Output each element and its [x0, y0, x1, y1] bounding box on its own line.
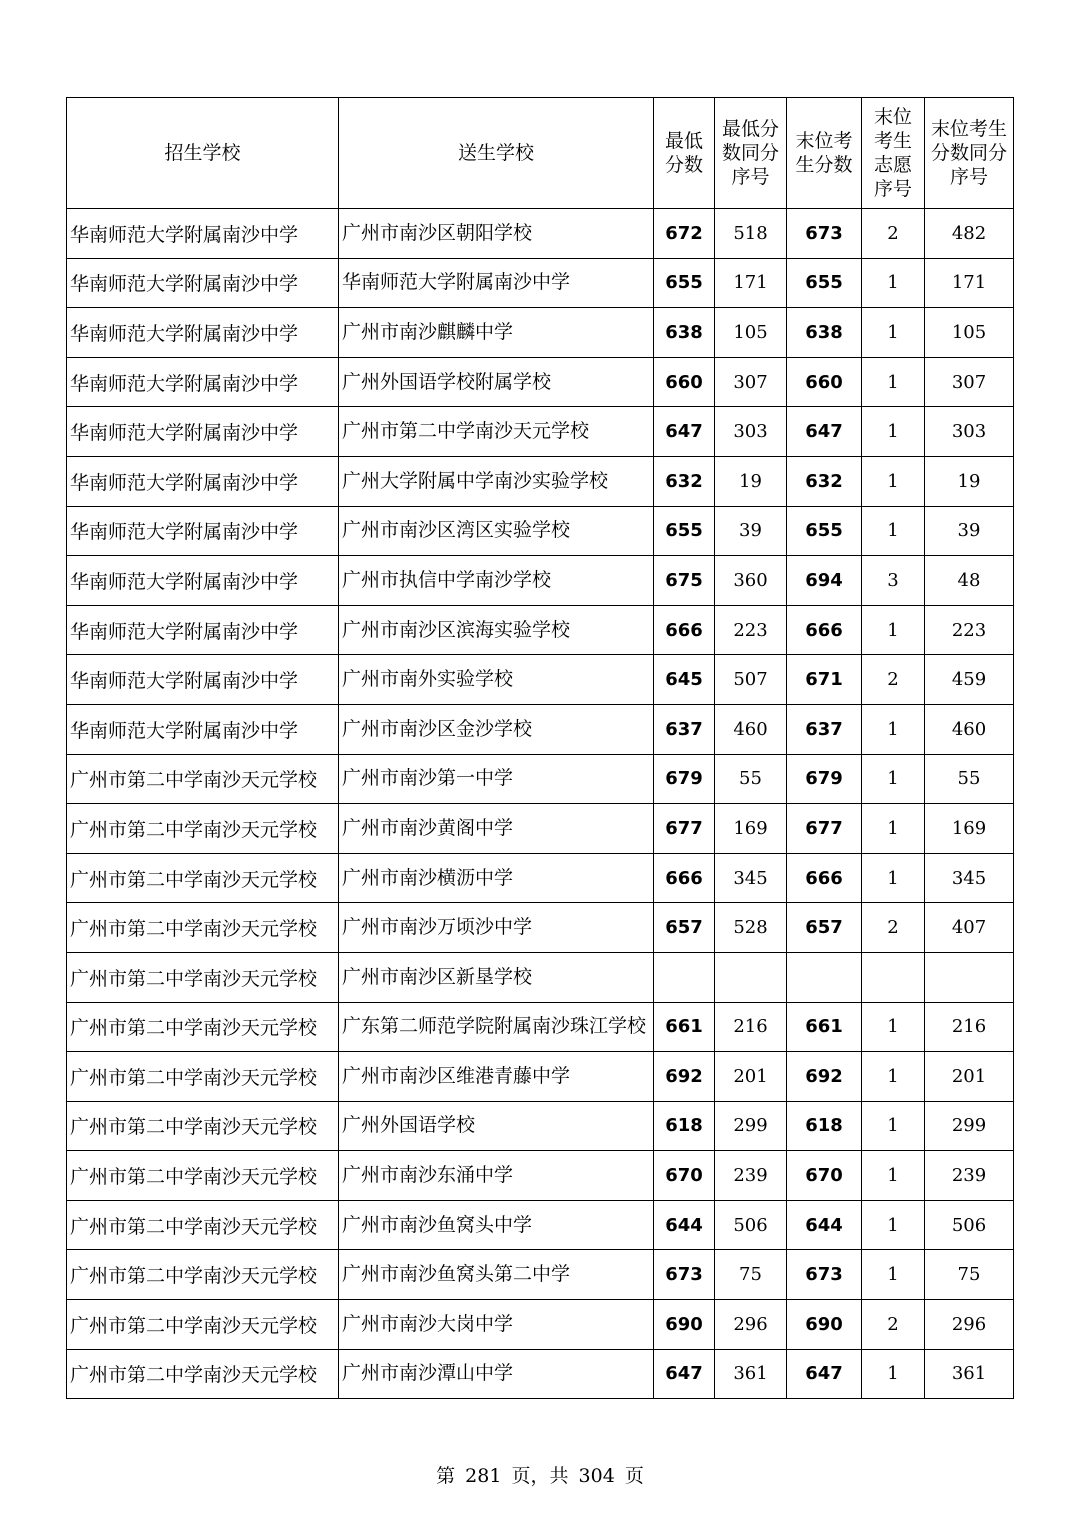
last-student-tie-rank-cell: 201 [925, 1052, 1014, 1102]
last-student-choice-rank-cell: 1 [862, 1151, 925, 1201]
min-score-cell: 647 [654, 407, 715, 457]
last-student-tie-rank-cell: 296 [925, 1300, 1014, 1350]
header-min-score-tie-rank: 最低分 数同分 序号 [715, 98, 787, 209]
enrolling-school-cell: 华南师范大学附属南沙中学 [67, 209, 339, 259]
last-student-choice-rank-cell: 1 [862, 1101, 925, 1151]
sending-school-cell: 广州大学附属中学南沙实验学校 [339, 456, 654, 506]
last-student-score-cell: 632 [787, 456, 862, 506]
enrolling-school-cell: 广州市第二中学南沙天元学校 [67, 1250, 339, 1300]
sending-school-cell: 广州市南沙黄阁中学 [339, 804, 654, 854]
last-student-choice-rank-cell: 2 [862, 903, 925, 953]
min-score-cell: 661 [654, 1002, 715, 1052]
last-student-choice-rank-cell: 2 [862, 1300, 925, 1350]
last-student-score-cell: 660 [787, 357, 862, 407]
table-row [67, 556, 1014, 606]
enrolling-school-cell: 华南师范大学附属南沙中学 [67, 407, 339, 457]
last-student-tie-rank-cell: 459 [925, 655, 1014, 705]
enrolling-school-cell: 华南师范大学附属南沙中学 [67, 308, 339, 358]
table-row [67, 903, 1014, 953]
min-score-cell: 675 [654, 556, 715, 606]
last-student-score-cell: 670 [787, 1151, 862, 1201]
header-enrolling-school: 招生学校 [67, 98, 339, 209]
sending-school-cell: 广州市南沙东涌中学 [339, 1151, 654, 1201]
sending-school-cell: 广东第二师范学院附属南沙珠江学校 [339, 1002, 654, 1052]
last-student-choice-rank-cell: 3 [862, 556, 925, 606]
min-score-tie-rank-cell: 460 [715, 704, 787, 754]
last-student-tie-rank-cell: 216 [925, 1002, 1014, 1052]
min-score-tie-rank-cell: 303 [715, 407, 787, 457]
sending-school-cell: 广州市第二中学南沙天元学校 [339, 407, 654, 457]
last-student-tie-rank-cell [925, 952, 1014, 1002]
table-row [67, 1300, 1014, 1350]
last-student-tie-rank-cell: 506 [925, 1200, 1014, 1250]
header-sending-school: 送生学校 [339, 98, 654, 209]
last-student-score-cell: 673 [787, 209, 862, 259]
min-score-tie-rank-cell: 361 [715, 1349, 787, 1399]
enrolling-school-cell: 华南师范大学附属南沙中学 [67, 506, 339, 556]
table-row [67, 1002, 1014, 1052]
min-score-tie-rank-cell: 169 [715, 804, 787, 854]
min-score-cell: 657 [654, 903, 715, 953]
table-header-row [67, 98, 1014, 209]
last-student-score-cell: 671 [787, 655, 862, 705]
enrolling-school-cell: 华南师范大学附属南沙中学 [67, 357, 339, 407]
min-score-tie-rank-cell: 239 [715, 1151, 787, 1201]
last-student-score-cell: 618 [787, 1101, 862, 1151]
min-score-cell: 638 [654, 308, 715, 358]
last-student-choice-rank-cell: 1 [862, 357, 925, 407]
last-student-choice-rank-cell: 1 [862, 605, 925, 655]
sending-school-cell: 广州市南沙潭山中学 [339, 1349, 654, 1399]
enrolling-school-cell: 广州市第二中学南沙天元学校 [67, 1151, 339, 1201]
min-score-tie-rank-cell: 75 [715, 1250, 787, 1300]
min-score-tie-rank-cell: 307 [715, 357, 787, 407]
enrolling-school-cell: 广州市第二中学南沙天元学校 [67, 952, 339, 1002]
table-row [67, 308, 1014, 358]
min-score-tie-rank-cell: 518 [715, 209, 787, 259]
min-score-tie-rank-cell: 345 [715, 853, 787, 903]
sending-school-cell: 广州市南沙第一中学 [339, 754, 654, 804]
table-row [67, 1151, 1014, 1201]
last-student-tie-rank-cell: 407 [925, 903, 1014, 953]
min-score-cell: 690 [654, 1300, 715, 1350]
enrolling-school-cell: 华南师范大学附属南沙中学 [67, 655, 339, 705]
min-score-tie-rank-cell: 507 [715, 655, 787, 705]
enrolling-school-cell: 华南师范大学附属南沙中学 [67, 704, 339, 754]
last-student-score-cell: 666 [787, 853, 862, 903]
last-student-score-cell: 666 [787, 605, 862, 655]
min-score-tie-rank-cell: 506 [715, 1200, 787, 1250]
last-student-score-cell: 692 [787, 1052, 862, 1102]
min-score-tie-rank-cell: 360 [715, 556, 787, 606]
min-score-tie-rank-cell: 39 [715, 506, 787, 556]
sending-school-cell: 广州市南沙区朝阳学校 [339, 209, 654, 259]
last-student-tie-rank-cell: 169 [925, 804, 1014, 854]
last-student-tie-rank-cell: 48 [925, 556, 1014, 606]
table-row [67, 209, 1014, 259]
last-student-tie-rank-cell: 39 [925, 506, 1014, 556]
last-student-choice-rank-cell: 2 [862, 209, 925, 259]
min-score-tie-rank-cell: 105 [715, 308, 787, 358]
admission-score-table [66, 97, 1014, 1399]
enrolling-school-cell: 华南师范大学附属南沙中学 [67, 605, 339, 655]
table-row [67, 1101, 1014, 1151]
sending-school-cell: 华南师范大学附属南沙中学 [339, 258, 654, 308]
last-student-tie-rank-cell: 345 [925, 853, 1014, 903]
last-student-tie-rank-cell: 75 [925, 1250, 1014, 1300]
min-score-tie-rank-cell: 528 [715, 903, 787, 953]
page-number-footer: 第 281 页，共 304 页 [436, 1465, 644, 1487]
sending-school-cell: 广州市南沙横沥中学 [339, 853, 654, 903]
table-row [67, 407, 1014, 457]
last-student-choice-rank-cell: 1 [862, 258, 925, 308]
enrolling-school-cell: 广州市第二中学南沙天元学校 [67, 804, 339, 854]
enrolling-school-cell: 广州市第二中学南沙天元学校 [67, 1349, 339, 1399]
last-student-score-cell: 644 [787, 1200, 862, 1250]
enrolling-school-cell: 广州市第二中学南沙天元学校 [67, 1101, 339, 1151]
min-score-cell: 637 [654, 704, 715, 754]
min-score-cell: 644 [654, 1200, 715, 1250]
last-student-choice-rank-cell: 1 [862, 804, 925, 854]
last-student-score-cell: 694 [787, 556, 862, 606]
last-student-choice-rank-cell: 1 [862, 1250, 925, 1300]
min-score-cell: 645 [654, 655, 715, 705]
header-last-student-choice-rank: 末位 考生 志愿 序号 [862, 98, 925, 209]
last-student-score-cell: 647 [787, 1349, 862, 1399]
last-student-choice-rank-cell: 1 [862, 754, 925, 804]
sending-school-cell: 广州市南沙大岗中学 [339, 1300, 654, 1350]
header-last-student-tie-rank: 末位考生 分数同分 序号 [925, 98, 1014, 209]
sending-school-cell: 广州市南沙鱼窝头第二中学 [339, 1250, 654, 1300]
last-student-tie-rank-cell: 171 [925, 258, 1014, 308]
table-row [67, 605, 1014, 655]
min-score-tie-rank-cell: 299 [715, 1101, 787, 1151]
last-student-choice-rank-cell: 1 [862, 407, 925, 457]
min-score-tie-rank-cell: 19 [715, 456, 787, 506]
last-student-score-cell: 655 [787, 506, 862, 556]
table-row [67, 754, 1014, 804]
last-student-score-cell: 657 [787, 903, 862, 953]
last-student-choice-rank-cell: 1 [862, 704, 925, 754]
table-row [67, 357, 1014, 407]
last-student-score-cell: 690 [787, 1300, 862, 1350]
last-student-choice-rank-cell: 1 [862, 1002, 925, 1052]
last-student-tie-rank-cell: 482 [925, 209, 1014, 259]
table-body [67, 209, 1014, 1399]
header-min-score: 最低 分数 [654, 98, 715, 209]
last-student-tie-rank-cell: 19 [925, 456, 1014, 506]
min-score-cell: 660 [654, 357, 715, 407]
last-student-score-cell: 673 [787, 1250, 862, 1300]
last-student-score-cell: 647 [787, 407, 862, 457]
table-row [67, 1052, 1014, 1102]
last-student-score-cell [787, 952, 862, 1002]
enrolling-school-cell: 广州市第二中学南沙天元学校 [67, 754, 339, 804]
last-student-tie-rank-cell: 223 [925, 605, 1014, 655]
header-last-student-score: 末位考 生分数 [787, 98, 862, 209]
enrolling-school-cell: 广州市第二中学南沙天元学校 [67, 903, 339, 953]
enrolling-school-cell: 广州市第二中学南沙天元学校 [67, 1200, 339, 1250]
sending-school-cell: 广州市南沙区新垦学校 [339, 952, 654, 1002]
last-student-tie-rank-cell: 239 [925, 1151, 1014, 1201]
min-score-cell: 666 [654, 605, 715, 655]
sending-school-cell: 广州市南外实验学校 [339, 655, 654, 705]
table-row [67, 704, 1014, 754]
min-score-cell: 618 [654, 1101, 715, 1151]
sending-school-cell: 广州市南沙麒麟中学 [339, 308, 654, 358]
min-score-cell: 677 [654, 804, 715, 854]
last-student-choice-rank-cell: 2 [862, 655, 925, 705]
last-student-tie-rank-cell: 299 [925, 1101, 1014, 1151]
last-student-tie-rank-cell: 460 [925, 704, 1014, 754]
min-score-cell: 647 [654, 1349, 715, 1399]
enrolling-school-cell: 华南师范大学附属南沙中学 [67, 456, 339, 506]
sending-school-cell: 广州外国语学校 [339, 1101, 654, 1151]
table-row [67, 1200, 1014, 1250]
last-student-tie-rank-cell: 303 [925, 407, 1014, 457]
min-score-tie-rank-cell: 171 [715, 258, 787, 308]
min-score-cell: 673 [654, 1250, 715, 1300]
sending-school-cell: 广州市南沙区湾区实验学校 [339, 506, 654, 556]
table-row [67, 952, 1014, 1002]
enrolling-school-cell: 广州市第二中学南沙天元学校 [67, 853, 339, 903]
min-score-cell: 655 [654, 258, 715, 308]
min-score-tie-rank-cell: 296 [715, 1300, 787, 1350]
table-row [67, 853, 1014, 903]
last-student-choice-rank-cell: 1 [862, 1200, 925, 1250]
last-student-choice-rank-cell: 1 [862, 308, 925, 358]
table-row [67, 1250, 1014, 1300]
sending-school-cell: 广州市南沙区维港青藤中学 [339, 1052, 654, 1102]
min-score-cell: 692 [654, 1052, 715, 1102]
table-row [67, 456, 1014, 506]
last-student-score-cell: 638 [787, 308, 862, 358]
table-row [67, 1349, 1014, 1399]
sending-school-cell: 广州市南沙区滨海实验学校 [339, 605, 654, 655]
last-student-choice-rank-cell [862, 952, 925, 1002]
enrolling-school-cell: 华南师范大学附属南沙中学 [67, 258, 339, 308]
sending-school-cell: 广州市南沙鱼窝头中学 [339, 1200, 654, 1250]
last-student-tie-rank-cell: 105 [925, 308, 1014, 358]
table-row [67, 655, 1014, 705]
last-student-tie-rank-cell: 361 [925, 1349, 1014, 1399]
last-student-choice-rank-cell: 1 [862, 1349, 925, 1399]
sending-school-cell: 广州外国语学校附属学校 [339, 357, 654, 407]
last-student-score-cell: 677 [787, 804, 862, 854]
min-score-cell: 672 [654, 209, 715, 259]
last-student-choice-rank-cell: 1 [862, 1052, 925, 1102]
min-score-cell [654, 952, 715, 1002]
table-row [67, 506, 1014, 556]
table-row [67, 258, 1014, 308]
last-student-choice-rank-cell: 1 [862, 456, 925, 506]
min-score-cell: 632 [654, 456, 715, 506]
min-score-tie-rank-cell: 201 [715, 1052, 787, 1102]
last-student-choice-rank-cell: 1 [862, 853, 925, 903]
sending-school-cell: 广州市执信中学南沙学校 [339, 556, 654, 606]
sending-school-cell: 广州市南沙万顷沙中学 [339, 903, 654, 953]
last-student-choice-rank-cell: 1 [862, 506, 925, 556]
min-score-tie-rank-cell: 55 [715, 754, 787, 804]
enrolling-school-cell: 广州市第二中学南沙天元学校 [67, 1002, 339, 1052]
enrolling-school-cell: 华南师范大学附属南沙中学 [67, 556, 339, 606]
min-score-cell: 666 [654, 853, 715, 903]
enrolling-school-cell: 广州市第二中学南沙天元学校 [67, 1300, 339, 1350]
min-score-tie-rank-cell [715, 952, 787, 1002]
sending-school-cell: 广州市南沙区金沙学校 [339, 704, 654, 754]
table-row [67, 804, 1014, 854]
min-score-cell: 655 [654, 506, 715, 556]
min-score-tie-rank-cell: 216 [715, 1002, 787, 1052]
min-score-tie-rank-cell: 223 [715, 605, 787, 655]
last-student-tie-rank-cell: 307 [925, 357, 1014, 407]
last-student-score-cell: 637 [787, 704, 862, 754]
min-score-cell: 670 [654, 1151, 715, 1201]
last-student-score-cell: 679 [787, 754, 862, 804]
last-student-tie-rank-cell: 55 [925, 754, 1014, 804]
enrolling-school-cell: 广州市第二中学南沙天元学校 [67, 1052, 339, 1102]
min-score-cell: 679 [654, 754, 715, 804]
last-student-score-cell: 661 [787, 1002, 862, 1052]
last-student-score-cell: 655 [787, 258, 862, 308]
